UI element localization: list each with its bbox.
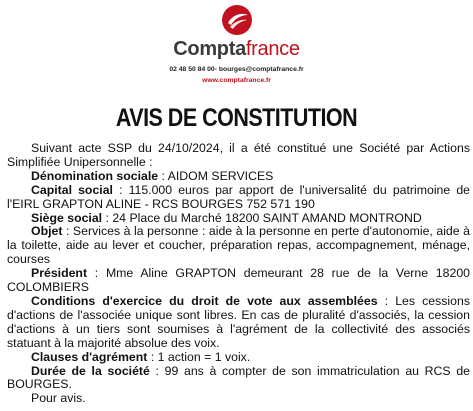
siege-value: : 24 Place du Marché 18200 SAINT AMAND MONTROND (102, 210, 422, 225)
objet-label: Objet (31, 224, 63, 239)
capital-label: Capital social (31, 182, 113, 197)
president-value: : Mme Aline GRAPTON demeurant 28 rue de la Verne 18200 COLOMBIERS (7, 266, 470, 295)
president-label: Président (31, 266, 88, 281)
closing-paragraph: Pour avis. (31, 391, 86, 406)
objet-paragraph (7, 225, 470, 267)
denomination-label: Dénomination sociale (31, 168, 159, 183)
duree-label: Durée de la société (31, 363, 150, 378)
brand-name-part1: Compta (173, 38, 246, 60)
agrement-paragraph (7, 351, 470, 365)
brand-name (0, 38, 473, 61)
agrement-label: Clauses d'agrément (31, 349, 148, 364)
duree-paragraph (7, 365, 470, 393)
comptafrance-logo-icon (221, 4, 253, 36)
objet-value: : Services à la personne : aide à la personne en perte d'autonomie, aide à la toilette, aide au lever et coucher, préparation repas, accompagnement, ménage, courses (7, 224, 470, 267)
contact-line: 02 48 50 84 00- bourges@comptafrance.fr (169, 66, 304, 73)
duree-value: : 99 ans à compter de son immatriculation au RCS de BOURGES. (7, 363, 470, 392)
denomination-value: : AIDOM SERVICES (158, 168, 274, 183)
capital-paragraph (7, 184, 470, 212)
brand-name-part2: france (245, 38, 300, 60)
capital-value: : 115.000 euros par apport de l'universalité du patrimoine de l'EIRL GRAPTON ALINE - RCS BOURGES 752 571 190 (7, 182, 471, 211)
siege-paragraph (7, 212, 470, 226)
president-paragraph (7, 267, 470, 295)
agrement-value: : 1 action = 1 voix. (147, 349, 251, 364)
comptafrance-logo-block (0, 0, 473, 100)
notice-body (7, 142, 470, 406)
notice-title: AVIS DE CONSTITUTION (115, 104, 358, 132)
siege-label: Siège social (31, 210, 103, 225)
intro-paragraph: Suivant acte SSP du 24/10/2024, il a été constitué une Société par Actions Simplifiée Unipersonnelle : (7, 141, 470, 169)
website-line: www.comptafrance.fr (202, 77, 271, 84)
vote-label: Conditions d'exercice du droit de vote aux assemblées (31, 293, 378, 308)
vote-value: : Les cessions d'actions de l'associée unique sont libres. En cas de pluralité d'associés, la cession d'actions à un tiers sont soumises à l'agrément de la collectivité des associés statuant à la majorité absolue des voix. (7, 293, 470, 350)
denomination-paragraph (7, 170, 470, 184)
vote-paragraph (7, 295, 470, 351)
